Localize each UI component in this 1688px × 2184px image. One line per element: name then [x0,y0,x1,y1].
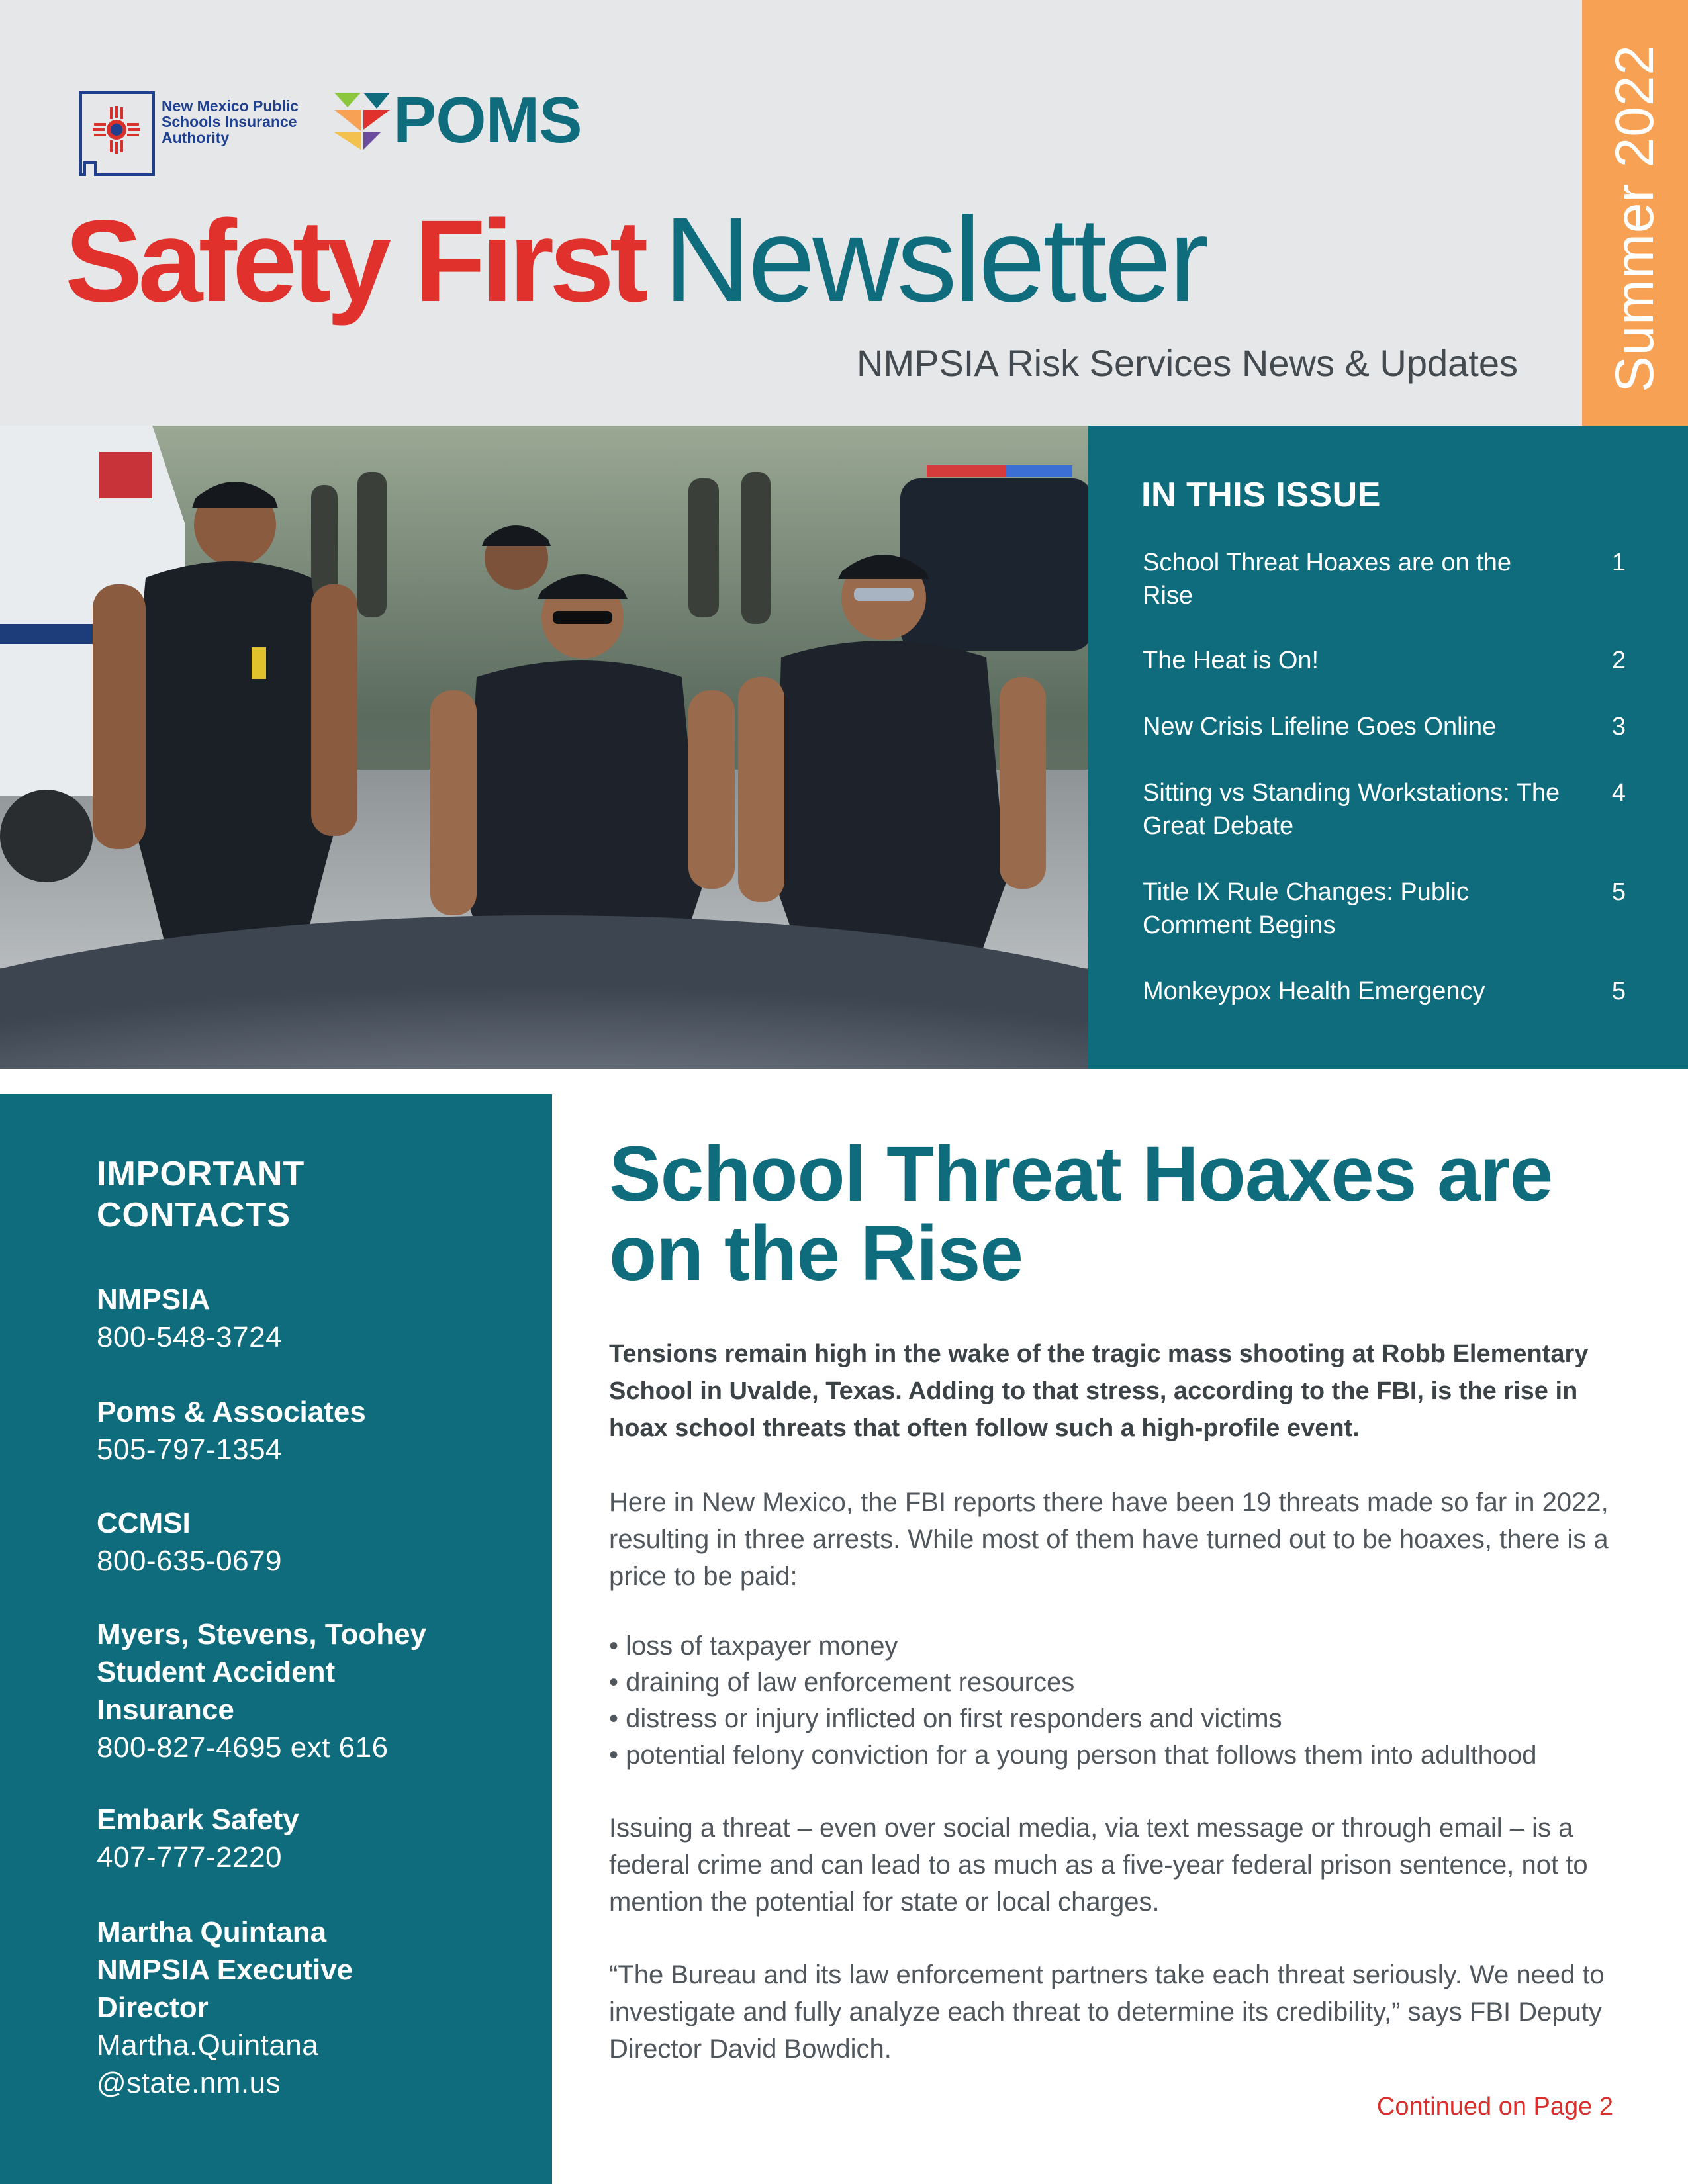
masthead [0,0,1688,426]
article-bullet-list [609,1628,1642,1774]
contact-email[interactable]: Martha.Quintana @state.nm.us [97,2029,319,2099]
bullet-item: • draining of law enforcement resources [609,1664,1642,1701]
toc-item-page: 3 [1611,713,1626,741]
toc-item[interactable] [1143,776,1659,842]
contact-name: NMPSIA [97,1283,211,1316]
contact-entry [97,1801,520,1876]
contact-phone: 800-635-0679 [97,1545,283,1577]
article-paragraph: “The Bureau and its law enforcement partners take each threat seriously. We need to investigate and fully analyze each threat to determine its credibility,” says FBI Deputy Director David Bowdich. [609,1960,1605,2064]
season-label: Summer 2022 [1605,44,1665,393]
continued-link[interactable]: Continued on Page 2 [1376,2093,1613,2120]
toc-item-page: 4 [1611,779,1626,807]
toc-item-title: The Heat is On! [1143,647,1319,674]
contact-entry [97,1393,520,1469]
bullet-item: • distress or injury inflicted on first responders and victims [609,1701,1642,1737]
cover-photo [0,426,1088,1069]
nm-logo-text: New Mexico Public Schools Insurance Authority [162,97,299,146]
contact-name: Embark Safety [97,1803,299,1836]
article-lead: Tensions remain high in the wake of the tragic mass shooting at Robb Elementary School in Uvalde, Texas. Adding to that stress, according to the FBI, is the rise in hoax school threats that often follow such a high-profile event. [609,1340,1589,1442]
bullet-item: • potential felony conviction for a young person that follows them into adulthood [609,1737,1642,1774]
toc-item-title: Monkeypox Health Emergency [1143,978,1485,1005]
contact-phone: 800-548-3724 [97,1321,283,1353]
in-this-issue-heading: IN THIS ISSUE [1141,476,1381,514]
toc-item[interactable] [1143,876,1659,942]
article-paragraph: Here in New Mexico, the FBI reports there have been 19 threats made so far in 2022, resulting in three arrests. While most of them have turned out to be hoaxes, there is a price to be paid: [609,1488,1609,1591]
contact-entry [97,1504,520,1580]
toc-item-title: Title IX Rule Changes: Public Comment Begins [1143,878,1469,939]
contact-entry [97,1281,520,1356]
toc-item[interactable] [1143,644,1659,677]
contact-phone: 800-827-4695 ext 616 [97,1731,389,1764]
toc-item-page: 5 [1611,878,1626,906]
poms-logo-text: POMS [393,83,582,156]
season-tab [1582,0,1688,426]
contact-name: Poms & Associates [97,1396,366,1428]
contact-entry [97,1913,408,2102]
contact-name: Martha Quintana NMPSIA Executive Director [97,1916,353,2024]
toc-item-title: School Threat Hoaxes are on the Rise [1143,549,1511,610]
toc-item-page: 2 [1611,647,1626,674]
contact-phone: 505-797-1354 [97,1433,283,1466]
title-newsletter: Newsletter [663,192,1207,327]
poms-logo-icon [334,93,390,150]
toc-item-title: Sitting vs Standing Workstations: The Great Debate [1143,779,1560,840]
toc-item[interactable] [1143,710,1659,743]
title-safety-first: Safety First [65,197,644,326]
contact-entry [97,1615,467,1766]
contact-name: Myers, Stevens, Toohey Student Accident Insurance [97,1618,427,1726]
in-this-issue-panel [1088,426,1688,1069]
article-paragraph: Issuing a threat – even over social media, via text message or through email – is a federal crime and can lead to as much as a five-year federal prison sentence, not to mention the potential for state or local charges. [609,1813,1588,1917]
important-contacts-sidebar [0,1094,552,2184]
bullet-item: • loss of taxpayer money [609,1628,1642,1664]
toc-item[interactable] [1143,975,1659,1008]
contacts-heading: IMPORTANT CONTACTS [97,1155,305,1234]
newsletter-subtitle: NMPSIA Risk Services News & Updates [857,342,1518,384]
toc-item-page: 5 [1611,978,1626,1005]
police-officers-photo [0,426,1088,1069]
toc-item-title: New Crisis Lifeline Goes Online [1143,713,1497,741]
contact-name: CCMSI [97,1507,191,1539]
contact-phone: 407-777-2220 [97,1841,283,1874]
toc-item-page: 1 [1611,549,1626,576]
toc-item[interactable] [1143,546,1659,612]
article-title: School Threat Hoaxes are on the Rise [609,1130,1553,1297]
newsletter-title [65,193,1206,365]
